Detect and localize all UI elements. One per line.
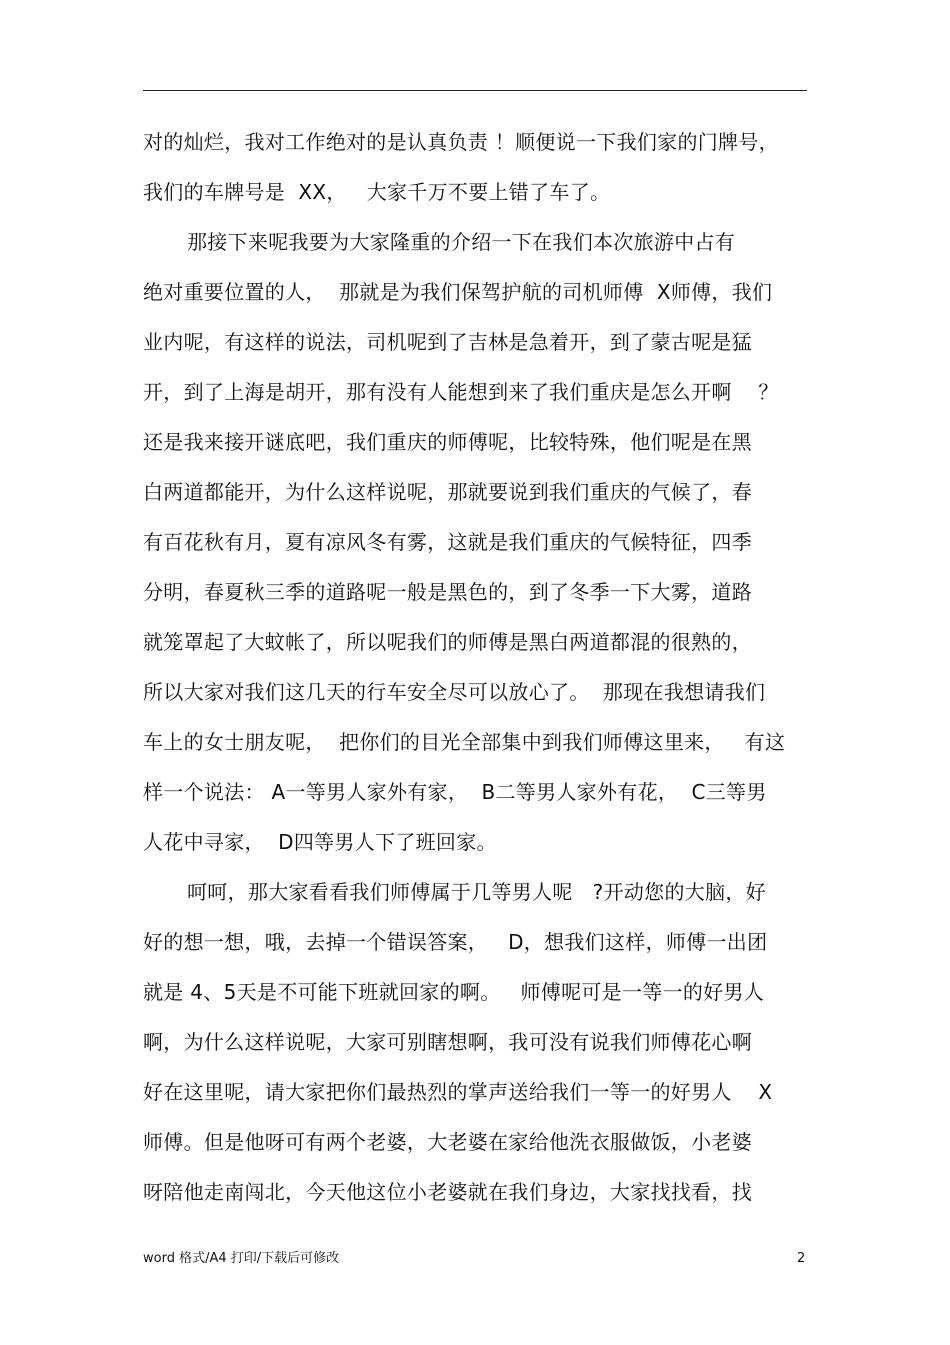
footer-note: word 格式/A4 打印/下载后可修改 bbox=[143, 1251, 340, 1266]
text-line: 师傅。但是他呀可有两个老婆，大老婆在家给他洗衣服做饭，小老婆 bbox=[143, 1130, 752, 1154]
text-line: 好在这里呢，请大家把你们最热烈的掌声送给我们一等一的好男人 X bbox=[143, 1080, 773, 1104]
text-line: 就笼罩起了大蚊帐了，所以呢我们的师傅是黑白两道都混的很熟的， bbox=[143, 630, 752, 654]
text-line: 所以大家对我们这几天的行车安全尽可以放心了。 那现在我想请我们 bbox=[143, 680, 766, 704]
text-line: 有百花秋有月，夏有凉风冬有雾，这就是我们重庆的气候特征，四季 bbox=[143, 530, 752, 554]
text-line: 白两道都能开，为什么这样说呢，那就要说到我们重庆的气候了，春 bbox=[143, 480, 752, 504]
text-line: 业内呢，有这样的说法，司机呢到了吉林是急着开，到了蒙古呢是猛 bbox=[143, 330, 752, 354]
text-line: 绝对重要位置的人， 那就是为我们保驾护航的司机师傅 X师傅，我们 bbox=[143, 280, 773, 304]
text-line: 人花中寻家， D四等男人下了班回家。 bbox=[143, 830, 497, 854]
text-line: 开，到了上海是胡开，那有没有人能想到来了我们重庆是怎么开啊 ？ bbox=[143, 380, 779, 404]
paragraph-start-line: 呵呵，那大家看看我们师傅属于几等男人呢 ?开动您的大脑，好 bbox=[187, 880, 766, 904]
text-line: 好的想一想，哦，去掉一个错误答案， D，想我们这样，师傅一出团 bbox=[143, 930, 768, 954]
text-line: 车上的女士朋友呢， 把你们的目光全部集中到我们师傅这里来， 有这 bbox=[143, 730, 786, 754]
paragraph-start-line: 那接下来呢我要为大家隆重的介绍一下在我们本次旅游中占有 bbox=[187, 230, 736, 254]
text-line: 就是 4、5天是不可能下班就回家的啊。 师傅呢可是一等一的好男人 bbox=[143, 980, 765, 1004]
header-rule bbox=[143, 90, 807, 91]
text-line: 呀陪他走南闯北，今天他这位小老婆就在我们身边，大家找找看，找 bbox=[143, 1180, 752, 1204]
text-line: 我们的车牌号是 XX， 大家千万不要上错了车了。 bbox=[143, 180, 611, 204]
text-line: 分明，春夏秋三季的道路呢一般是黑色的，到了冬季一下大雾，道路 bbox=[143, 580, 752, 604]
text-line: 样一个说法： A一等男人家外有家， B二等男人家外有花， C三等男 bbox=[143, 780, 767, 804]
page-number: 2 bbox=[797, 1251, 806, 1266]
text-line: 啊，为什么这样说呢，大家可别瞎想啊，我可没有说我们师傅花心啊 bbox=[143, 1030, 752, 1054]
text-line: 对的灿烂，我对工作绝对的是认真负责 ！顺便说一下我们家的门牌号， bbox=[143, 130, 779, 154]
text-line: 还是我来接开谜底吧，我们重庆的师傅呢，比较特殊，他们呢是在黑 bbox=[143, 430, 752, 454]
